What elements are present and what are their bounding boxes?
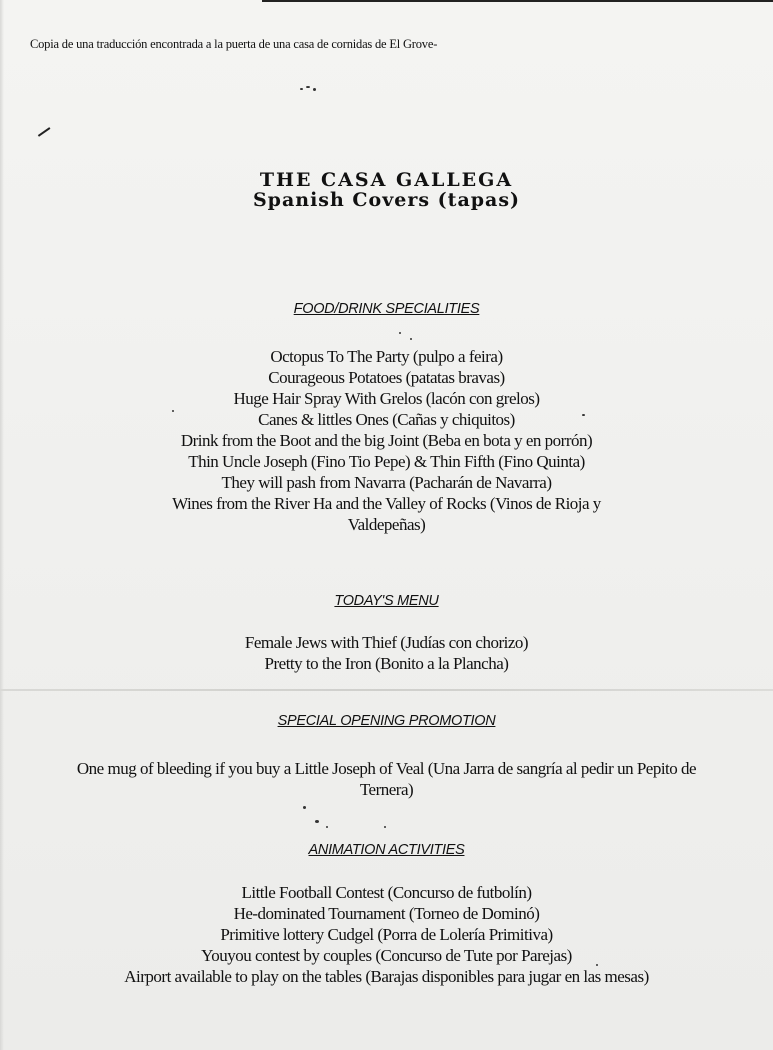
list-item: Drink from the Boot and the big Joint (Beba en bota y en porrón) (180, 431, 593, 450)
restaurant-title-block (0, 170, 773, 210)
promotion-line: One mug of bleeding if you buy a Little Joseph of Veal (Una Jarra de sangría al pedir un Pepito de (76, 759, 697, 778)
list-item: Huge Hair Spray With Grelos (lacón con grelos) (233, 389, 540, 408)
list-item: Female Jews with Thief (Judías con chorizo) (244, 633, 529, 652)
list-item: Youyou contest by couples (Concurso de Tute por Parejas) (201, 946, 572, 965)
ink-speck (303, 806, 306, 809)
list-item: Primitive lottery Cudgel (Porra de Lolería Primitiva) (220, 925, 553, 944)
list-item: Octopus To The Party (pulpo a feira) (270, 347, 503, 366)
restaurant-name: THE CASA GALLEGA (259, 169, 514, 191)
promotion-text (30, 758, 743, 800)
ink-speck (315, 820, 319, 823)
promotion-line: Ternera) (359, 780, 414, 799)
restaurant-subtitle: Spanish Covers (tapas) (252, 189, 521, 211)
list-item: Airport available to play on the tables (Barajas disponibles para jugar en las mesas) (124, 967, 649, 986)
ink-speck (410, 338, 412, 340)
section-heading-promotion: SPECIAL OPENING PROMOTION (277, 713, 496, 729)
list-item: Wines from the River Ha and the Valley of Rocks (Vinos de Rioja y (172, 494, 601, 513)
section-heading-activities: ANIMATION ACTIVITIES (308, 842, 465, 858)
ink-speck (300, 88, 303, 90)
ink-speck (384, 826, 386, 828)
list-item: Courageous Potatoes (patatas bravas) (268, 368, 505, 387)
list-item: Pretty to the Iron (Bonito a la Plancha) (264, 654, 509, 673)
list-item: He-dominated Tournament (Torneo de Dominó) (233, 904, 540, 923)
section-heading-menu: TODAY'S MENU (334, 593, 439, 609)
ink-speck (313, 88, 316, 91)
section-heading-food: FOOD/DRINK SPECIALITIES (293, 301, 480, 317)
pen-mark (38, 127, 56, 145)
list-item: They will pash from Navarra (Pacharán de Navarra) (221, 473, 552, 492)
top-border-line (262, 0, 773, 2)
ink-speck (326, 826, 328, 828)
list-item: Valdepeñas) (347, 515, 426, 534)
paper-fold-line (0, 689, 773, 691)
food-drink-list (0, 346, 773, 535)
list-item: Little Football Contest (Concurso de futbolín) (241, 883, 532, 902)
ink-speck (399, 332, 401, 334)
ink-speck (306, 86, 310, 88)
header-note: Copia de una traducción encontrada a la puerta de una casa de cornidas de El Grove- (30, 37, 438, 51)
list-item: Canes & littles Ones (Cañas y chiquitos) (258, 410, 515, 429)
list-item: Thin Uncle Joseph (Fino Tio Pepe) & Thin Fifth (Fino Quinta) (188, 452, 585, 471)
todays-menu-list (0, 632, 773, 674)
animation-activities-list (0, 882, 773, 987)
